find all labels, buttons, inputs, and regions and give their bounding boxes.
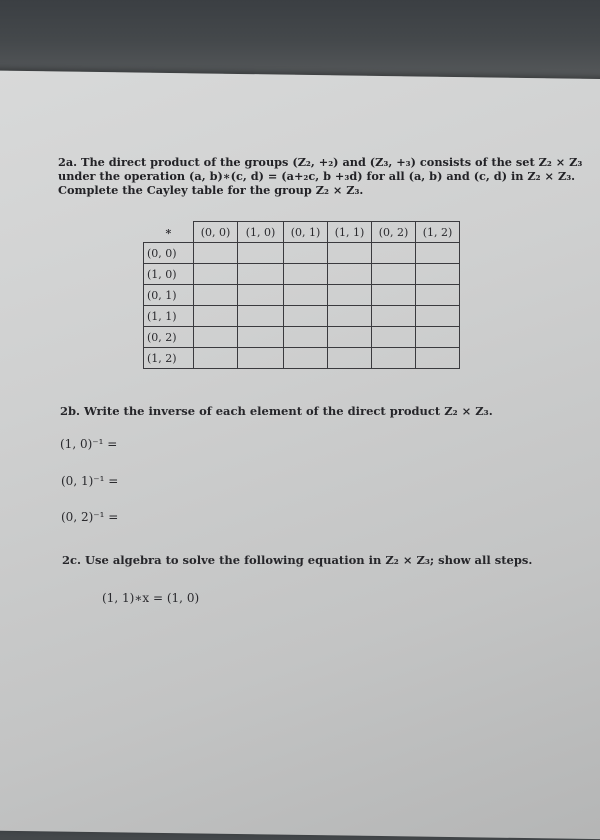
equation: (1, 1)∗x = (1, 0) (102, 591, 200, 605)
table-row (144, 264, 460, 285)
column-header: (0, 2) (372, 222, 416, 243)
column-header: (1, 1) (328, 222, 372, 243)
part-a-text (58, 155, 583, 197)
table-cell[interactable] (372, 285, 416, 306)
row-header: (0, 1) (144, 285, 194, 306)
table-cell[interactable] (284, 306, 328, 327)
inverse-item: (0, 1)⁻¹ = (61, 474, 119, 488)
table-cell[interactable] (328, 327, 372, 348)
part-c-prompt: 2c. Use algebra to solve the following equation in Z₂ × Z₃; show all steps. (62, 553, 533, 567)
row-header: (1, 2) (144, 348, 194, 369)
table-row (144, 327, 460, 348)
part-a-line-2: under the operation (a, b)∗(c, d) = (a+₂c, b +₃d) for all (a, b) and (c, d) in Z₂ × Z₃. (58, 169, 576, 183)
table-cell[interactable] (284, 285, 328, 306)
table-cell[interactable] (372, 243, 416, 264)
cayley-table (143, 221, 460, 369)
table-row (144, 348, 460, 369)
table-cell[interactable] (328, 243, 372, 264)
part-a-line-3: Complete the Cayley table for the group Z₂ × Z₃. (58, 183, 364, 197)
table-cell[interactable] (194, 348, 238, 369)
table-cell[interactable] (194, 327, 238, 348)
table-cell[interactable] (372, 327, 416, 348)
table-cell[interactable] (194, 285, 238, 306)
column-header: (1, 2) (416, 222, 460, 243)
table-cell[interactable] (328, 285, 372, 306)
table-cell[interactable] (416, 306, 460, 327)
row-header: (0, 2) (144, 327, 194, 348)
row-header: (0, 0) (144, 243, 194, 264)
table-cell[interactable] (372, 264, 416, 285)
part-b-prompt: 2b. Write the inverse of each element of the direct product Z₂ × Z₃. (60, 404, 493, 418)
table-cell[interactable] (284, 327, 328, 348)
table-cell[interactable] (194, 306, 238, 327)
table-cell[interactable] (416, 348, 460, 369)
operation-symbol: ∗ (144, 222, 194, 243)
table-cell[interactable] (416, 285, 460, 306)
row-header: (1, 1) (144, 306, 194, 327)
table-cell[interactable] (238, 348, 284, 369)
table-cell[interactable] (328, 306, 372, 327)
table-cell[interactable] (194, 264, 238, 285)
table-cell[interactable] (328, 264, 372, 285)
table-cell[interactable] (238, 243, 284, 264)
table-cell[interactable] (284, 243, 328, 264)
table-cell[interactable] (372, 306, 416, 327)
table-cell[interactable] (372, 348, 416, 369)
column-header: (0, 0) (194, 222, 238, 243)
table-cell[interactable] (238, 306, 284, 327)
table-cell[interactable] (328, 348, 372, 369)
table-row (144, 306, 460, 327)
inverse-item: (1, 0)⁻¹ = (60, 437, 118, 451)
table-cell[interactable] (284, 264, 328, 285)
inverse-item: (0, 2)⁻¹ = (61, 510, 119, 524)
table-row (144, 285, 460, 306)
table-cell[interactable] (238, 327, 284, 348)
row-header: (1, 0) (144, 264, 194, 285)
column-header: (1, 0) (238, 222, 284, 243)
table-cell[interactable] (416, 264, 460, 285)
table-cell[interactable] (194, 243, 238, 264)
table-cell[interactable] (416, 327, 460, 348)
table-cell[interactable] (284, 348, 328, 369)
column-header: (0, 1) (284, 222, 328, 243)
cayley-header-row (144, 222, 460, 243)
table-cell[interactable] (416, 243, 460, 264)
table-cell[interactable] (238, 285, 284, 306)
part-a-line-1: 2a. The direct product of the groups (Z₂, +₂) and (Z₃, +₃) consists of the set Z₂ × Z₃ (58, 155, 583, 169)
table-row (144, 243, 460, 264)
table-cell[interactable] (238, 264, 284, 285)
